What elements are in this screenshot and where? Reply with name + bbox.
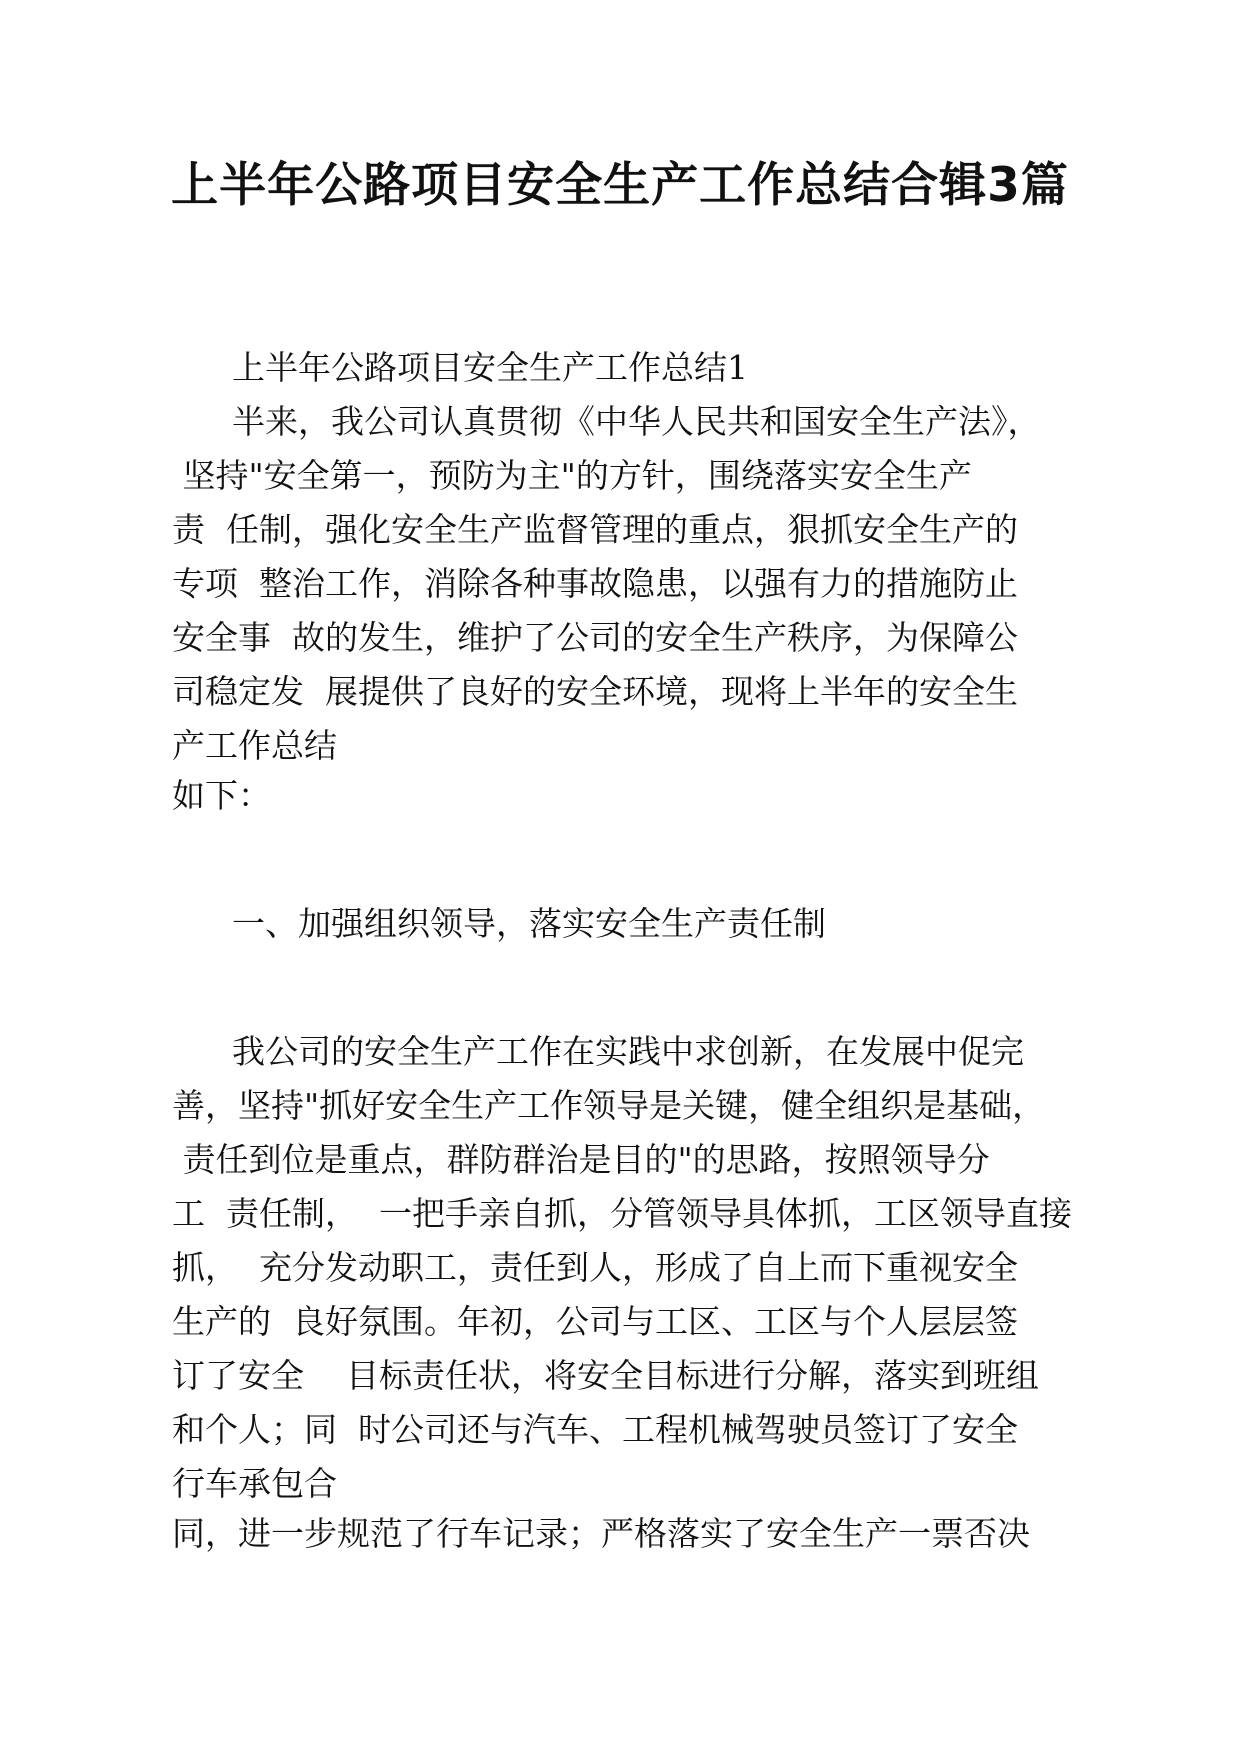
body-line-2: 善，坚持"抓好安全生产工作领导是关键，健全组织是基础， [172, 1086, 1046, 1125]
intro-line-7: 产工作总结 [172, 726, 337, 765]
intro-line-8: 如下： [172, 776, 271, 815]
body-line-5: 抓， 充分发动职工，责任到人，形成了自上而下重视安全 [172, 1248, 1018, 1287]
body-line-8: 和个人；同 时公司还与汽车、工程机械驾驶员签订了安全 [172, 1410, 1018, 1449]
intro-line-1: 半来，我公司认真贯彻《中华人民共和国安全生产法》， [232, 402, 1041, 441]
document-title: 上半年公路项目安全生产工作总结合辑3篇 [171, 158, 1069, 213]
body-line-1: 我公司的安全生产工作在实践中求创新，在发展中促完 [232, 1032, 1024, 1071]
intro-line-6: 司稳定发 展提供了良好的安全环境，现将上半年的安全生 [172, 672, 1018, 711]
body-line-7: 订了安全 目标责任状，将安全目标进行分解，落实到班组 [172, 1356, 1039, 1395]
body-line-4: 工 责任制， 一把手亲自抓，分管领导具体抓，工区领导直接 [172, 1194, 1072, 1233]
body-line-3: 责任到位是重点，群防群治是目的"的思路，按照领导分 [172, 1140, 990, 1179]
subheading: 上半年公路项目安全生产工作总结1 [232, 348, 748, 387]
body-line-9: 行车承包合 [172, 1464, 337, 1503]
intro-line-3: 责 任制，强化安全生产监督管理的重点，狠抓安全生产的 [172, 510, 1018, 549]
section-heading: 一、加强组织领导，落实安全生产责任制 [232, 904, 826, 943]
intro-line-4: 专项 整治工作，消除各种事故隐患，以强有力的措施防止 [172, 564, 1018, 603]
body-line-6: 生产的 良好氛围。年初，公司与工区、工区与个人层层签 [172, 1302, 1018, 1341]
body-line-10: 同，进一步规范了行车记录；严格落实了安全生产一票否决 [172, 1514, 1030, 1553]
intro-line-5: 安全事 故的发生，维护了公司的安全生产秩序，为保障公 [172, 618, 1018, 657]
intro-line-2: 坚持"安全第一，预防为主"的方针，围绕落实安全生产 [172, 456, 972, 495]
